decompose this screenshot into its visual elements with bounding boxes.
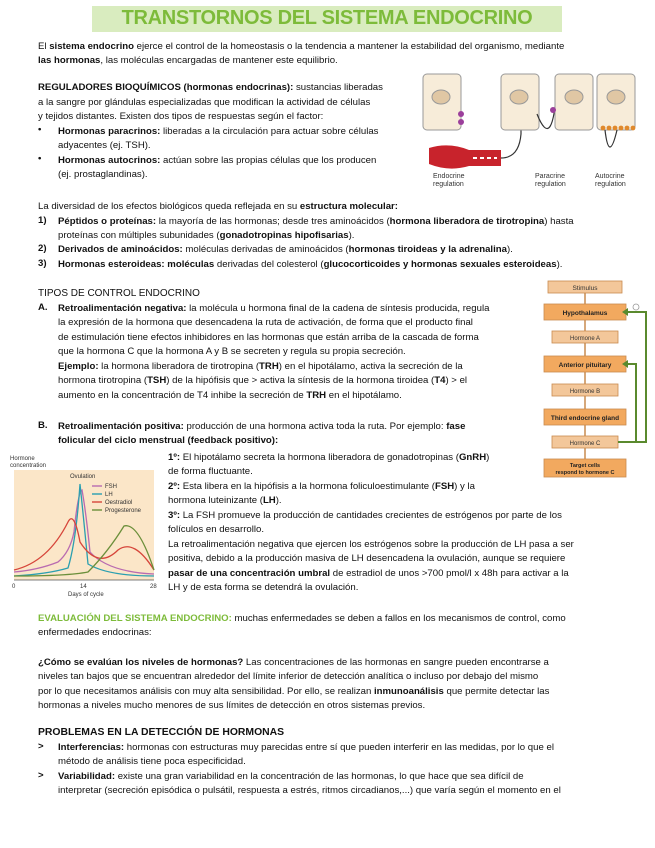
niveles-line-3: por lo que necesitamos análisis con muy alta sensibilidad. Por ello, se realizan inmunoanálisis que permite detectar las bbox=[38, 686, 550, 697]
tipos-heading: TIPOS DE CONTROL ENDOCRINO bbox=[38, 288, 200, 299]
pos-line-2: folicular del ciclo menstrual (feedback positivo): bbox=[58, 435, 279, 446]
intro-line-1: El sistema endocrino ejerce el control de la homeostasis o la tendencia a mantener la estabilidad del organismo, mediante bbox=[38, 41, 565, 52]
paracrine-bullet-2: adyacentes (ej. TSH). bbox=[58, 140, 151, 151]
legend-fsh: FSH bbox=[105, 484, 117, 490]
page-title: TRANSTORNOS DEL SISTEMA ENDOCRINO bbox=[121, 7, 533, 29]
niveles-line-1: ¿Cómo se evalúan los niveles de hormonas? Las concentraciones de las hormonas en sangre pueden encontrarse a bbox=[38, 657, 549, 668]
problem-mark: > bbox=[38, 741, 44, 752]
molecula-item-3: Hormonas esteroideas: moléculas derivadas del colesterol (glucocorticoides y hormonas sexuales esteroideas). bbox=[58, 259, 563, 270]
legend-oestradiol: Oestradiol bbox=[105, 500, 133, 506]
feedback-cascade-diagram bbox=[538, 279, 654, 479]
item-number: 2) bbox=[38, 243, 47, 254]
molecula-item-1: Péptidos o proteínas: la mayoría de las hormonas; desde tres aminoácidos (hormona liberadora de tirotropina) hasta bbox=[58, 216, 574, 227]
label-paracrine: Paracrine bbox=[535, 173, 565, 180]
evaluacion-line-2: enfermedades endocrinas: bbox=[38, 627, 152, 638]
chart-xlabel: Days of cycle bbox=[68, 592, 104, 598]
autocrine-bullet-2: (ej. prostaglandinas). bbox=[58, 169, 148, 180]
niveles-line-4: hormonas a niveles mucho menores de sus límites de detección en otros sistemas previos. bbox=[38, 700, 426, 711]
ejemplo-line-2: hormona tirotropina (TSH) de la hipófisis que > activa la síntesis de la hormona tiroidea (T4) > el bbox=[58, 375, 468, 386]
problem-item-2: Variabilidad: existe una gran variabilidad en la concentración de las hormonas, lo que hace que sea difícil de bbox=[58, 771, 524, 782]
box-target-cells: Target cells bbox=[569, 463, 601, 469]
neg-line-3: de estimulación tiene efectos inhibidores en las hormonas que están arriba de la cascada de forma bbox=[58, 332, 479, 343]
retro-1: La retroalimentación negativa que ejercen los estrógenos sobre la producción de LH pasa a ser bbox=[168, 539, 574, 550]
retro-4: LH y de esta forma se detendrá la ovulación. bbox=[168, 582, 359, 593]
neg-line-1: Retroalimentación negativa: la molécula u hormona final de la cadena de síntesis producida, regula bbox=[58, 303, 490, 314]
ejemplo-line-3: aumento en la concentración de T4 inhibe la secreción de TRH en el hipotálamo. bbox=[58, 390, 402, 401]
diversidad-intro: La diversidad de los efectos biológicos queda reflejada en su estructura molecular: bbox=[38, 201, 398, 212]
niveles-line-2: niveles tan bajos que se encuentran alrededor del límite inferior de detección analítica o incluso por debajo del mismo bbox=[38, 671, 539, 682]
box-hormone-c: Hormone C bbox=[569, 441, 601, 447]
label-autocrine-2: regulation bbox=[595, 181, 626, 188]
list-mark-b: B. bbox=[38, 420, 48, 431]
autocrine-bullet: Hormonas autocrinos: actúan sobre las propias células que los producen bbox=[58, 155, 377, 166]
reguladores-line-3: y tejidos distantes. Existen dos tipos de respuestas según el factor: bbox=[38, 111, 324, 122]
label-endocrine-2: regulation bbox=[433, 181, 464, 188]
bullet-dot: • bbox=[38, 124, 42, 135]
neg-line-4: que la hormona C que la hormona A y B se secreten y regula su propia secreción. bbox=[58, 346, 406, 357]
item-number: 3) bbox=[38, 258, 47, 269]
problemas-heading: PROBLEMAS EN LA DETECCIÓN DE HORMONAS bbox=[38, 727, 285, 738]
list-mark-a: A. bbox=[38, 302, 48, 313]
regulation-diagram bbox=[419, 64, 644, 190]
reguladores-line-1: REGULADORES BIOQUÍMICOS (hormonas endocrinas): sustancias liberadas bbox=[38, 82, 383, 93]
fase-1-l2: de forma fluctuante. bbox=[168, 466, 253, 477]
fase-1: 1º: El hipotálamo secreta la hormona liberadora de gonadotropinas (GnRH) bbox=[168, 452, 490, 463]
fase-2: 2º: Esta libera en la hipófisis a la hormona foliculoestimulante (FSH) y la bbox=[168, 481, 475, 492]
box-hormone-a: Hormone A bbox=[569, 336, 601, 342]
tick-14: 14 bbox=[80, 584, 87, 590]
item-number: 1) bbox=[38, 215, 47, 226]
problem-mark: > bbox=[38, 770, 44, 781]
legend-lh: LH bbox=[105, 492, 113, 498]
evaluacion-line-1: EVALUACIÓN DEL SISTEMA ENDOCRINO: muchas enfermedades se deben a fallos en los mecanismos de control, como bbox=[38, 613, 566, 624]
fase-3-l2: folículos en desarrollo. bbox=[168, 524, 264, 535]
chart-ylabel-1: Hormone bbox=[10, 456, 35, 462]
box-anterior-pituitary: Anterior pituitary bbox=[558, 362, 612, 369]
problem-item-1-l2: método de análisis tiene poca especificidad. bbox=[58, 756, 246, 767]
neg-line-2: la expresión de la hormona que desencadena la ruta de activación, de forma que el producto final bbox=[58, 317, 473, 328]
label-paracrine-2: regulation bbox=[535, 181, 566, 188]
retro-3: pasar de una concentración umbral de estradiol de unos >700 pmol/l x 48h para activar a la bbox=[168, 568, 569, 579]
menstrual-cycle-chart bbox=[8, 452, 162, 598]
intro-line-2: las hormonas, las moléculas encargadas de mantener este equilibrio. bbox=[38, 55, 338, 66]
fase-3: 3º: La FSH promueve la producción de cantidades crecientes de estrógenos por parte de los bbox=[168, 510, 562, 521]
box-hypothalamus: Hypothalamus bbox=[562, 310, 608, 317]
paracrine-bullet: Hormonas paracrinos: liberadas a la circulación para actuar sobre células bbox=[58, 126, 379, 137]
pos-line-1: Retroalimentación positiva: producción de una hormona activa toda la ruta. Por ejemplo: fase bbox=[58, 421, 466, 432]
problem-item-2-l2: interpretar (secreción episódica o pulsátil, respuesta a estrés, ritmos circadianos,...) que varía según el momento en el bbox=[58, 785, 561, 796]
problem-item-1: Interferencias: hormonas con estructuras muy parecidas entre sí que pueden interferir en las medidas, por lo que el bbox=[58, 742, 554, 753]
retro-2: positiva, debido a la producción masiva de LH desencadena la ovulación, aunque se requiere bbox=[168, 553, 566, 564]
label-autocrine: Autocrine bbox=[595, 173, 625, 180]
box-target-cells-2: respond to hormone C bbox=[555, 470, 615, 476]
tick-0: 0 bbox=[12, 584, 16, 590]
box-hormone-b: Hormone B bbox=[569, 389, 601, 395]
label-endocrine: Endocrine bbox=[433, 173, 465, 180]
ejemplo-line-1: Ejemplo: la hormona liberadora de tirotropina (TRH) en el hipotálamo, activa la secreción de la bbox=[58, 361, 463, 372]
box-third-gland: Third endocrine gland bbox=[550, 415, 620, 422]
reguladores-line-2: a la sangre por glándulas especializadas que modifican la actividad de células bbox=[38, 97, 371, 108]
molecula-item-2: Derivados de aminoácidos: moléculas derivadas de aminoácidos (hormonas tiroideas y la adrenalina). bbox=[58, 244, 513, 255]
box-stimulus: Stimulus bbox=[572, 285, 598, 292]
chart-ovulation-label: Ovulation bbox=[70, 474, 96, 480]
legend-progesterone: Progesterone bbox=[105, 508, 142, 514]
molecula-item-1-l2: proteínas con múltiples subunidades (gonadotropinas hipofisarias). bbox=[58, 230, 355, 241]
fase-2-l2: hormona luteinizante (LH). bbox=[168, 495, 282, 506]
bullet-dot: • bbox=[38, 153, 42, 164]
tick-28: 28 bbox=[150, 584, 157, 590]
chart-ylabel-2: concentration bbox=[10, 463, 47, 469]
